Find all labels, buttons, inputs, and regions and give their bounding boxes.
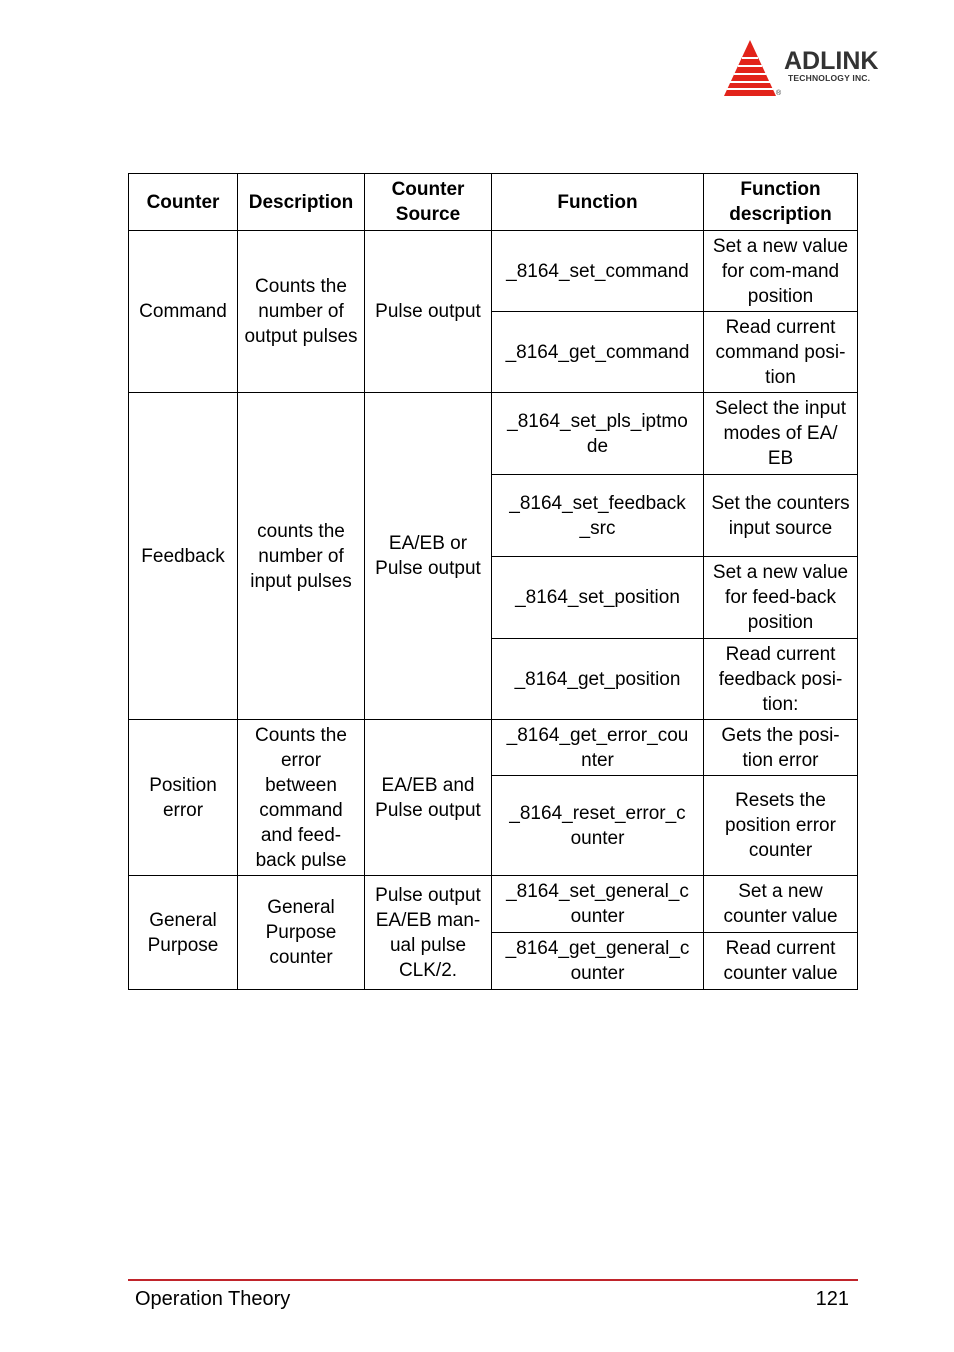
- function-description-cell: Resets the position error counter: [704, 776, 858, 876]
- counter-cell: Feedback: [129, 393, 238, 720]
- header-counter: Counter: [129, 174, 238, 231]
- table-row: [129, 876, 858, 933]
- function-description-cell: Set a new value for feed-back position: [704, 557, 858, 639]
- function-cell: _8164_get_error_cou nter: [492, 720, 704, 776]
- header-function: Function: [492, 174, 704, 231]
- brand-name: ADLINK: [784, 47, 879, 75]
- function-description-cell: Set a new value for com-mand position: [704, 231, 858, 312]
- page-number: 121: [815, 1288, 849, 1310]
- function-description-cell: Set the counters input source: [704, 475, 858, 557]
- registered-mark: ®: [776, 90, 782, 97]
- table-row: [129, 231, 858, 312]
- function-description-cell: Set a new counter value: [704, 876, 858, 933]
- function-cell: _8164_set_position: [492, 557, 704, 639]
- function-cell: _8164_get_general_c ounter: [492, 933, 704, 990]
- function-description-cell: Read current command posi-tion: [704, 312, 858, 393]
- footer-rule: [128, 1279, 858, 1281]
- function-cell: _8164_set_pls_iptmo de: [492, 393, 704, 475]
- counter-function-table: [128, 173, 858, 990]
- adlink-logo: [722, 38, 912, 100]
- header-description: Description: [238, 174, 365, 231]
- source-cell: Pulse output EA/EB man-ual pulse CLK/2.: [365, 876, 492, 990]
- adlink-triangle-icon: [722, 38, 778, 100]
- function-description-cell: Gets the posi-tion error: [704, 720, 858, 776]
- function-cell: _8164_set_general_c ounter: [492, 876, 704, 933]
- function-cell: _8164_reset_error_c ounter: [492, 776, 704, 876]
- header-function-description: Function description: [704, 174, 858, 231]
- function-description-cell: Read current counter value: [704, 933, 858, 990]
- description-cell: Counts the error between command and feed-back pulse: [238, 720, 365, 876]
- source-cell: Pulse output: [365, 231, 492, 393]
- footer-section-title: Operation Theory: [135, 1288, 291, 1310]
- description-cell: counts the number of input pulses: [238, 393, 365, 720]
- function-description-cell: Select the input modes of EA/ EB: [704, 393, 858, 475]
- counter-cell: Position error: [129, 720, 238, 876]
- description-cell: General Purpose counter: [238, 876, 365, 990]
- function-cell: _8164_set_command: [492, 231, 704, 312]
- counter-cell: Command: [129, 231, 238, 393]
- table-row: [129, 393, 858, 475]
- function-cell: _8164_set_feedback _src: [492, 475, 704, 557]
- function-description-cell: Read current feedback posi-tion:: [704, 639, 858, 720]
- brand-tagline: TECHNOLOGY INC.: [788, 73, 871, 83]
- header-counter-source: Counter Source: [365, 174, 492, 231]
- table-row: [129, 720, 858, 776]
- table-header-row: [129, 174, 858, 231]
- counter-cell: General Purpose: [129, 876, 238, 990]
- source-cell: EA/EB and Pulse output: [365, 720, 492, 876]
- function-cell: _8164_get_command: [492, 312, 704, 393]
- source-cell: EA/EB or Pulse output: [365, 393, 492, 720]
- function-cell: _8164_get_position: [492, 639, 704, 720]
- description-cell: Counts the number of output pulses: [238, 231, 365, 393]
